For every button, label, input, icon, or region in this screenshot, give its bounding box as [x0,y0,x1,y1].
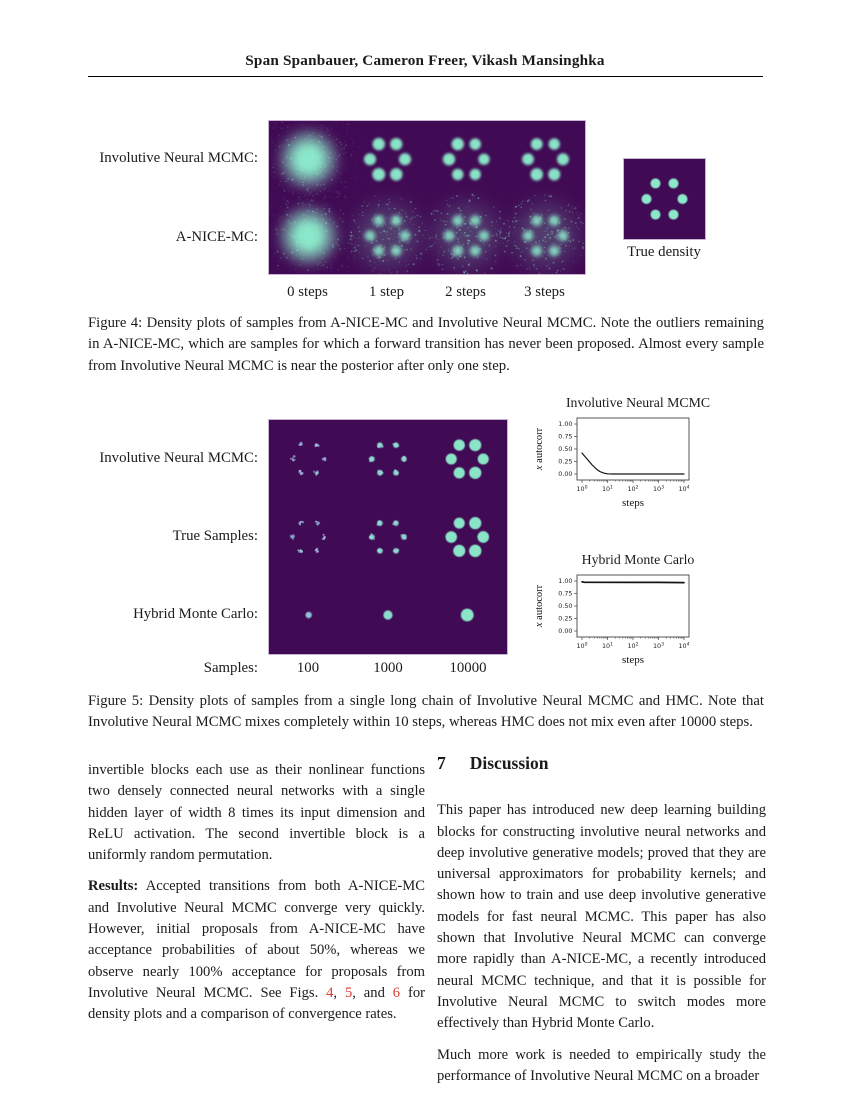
fig4-col-label-2: 2 steps [445,284,486,300]
svg-text:100: $10^0$ [576,642,588,650]
fig5-row-label-hmc: Hybrid Monte Carlo: [133,606,258,622]
svg-text:102: $10^2$ [627,485,639,493]
fig5-density-image [268,419,508,655]
density-cell [268,120,369,216]
body-left-para2 [88,876,425,1025]
fig5-col-label-100: 100 [296,660,320,676]
body-right-column [437,753,766,1097]
fig4-density-image [268,120,586,275]
svg-text:101: $10^1$ [601,642,614,650]
body-right-para2: Much more work is needed to empirically study the performance of Involutive Neural MCMC on a broader [437,1046,766,1084]
density-cell [428,194,509,275]
fig5-col-label-10000: 10000 [449,660,487,676]
body-right-para1: This paper has introduced new deep learning building blocks for constructing involutive neural networks and deep involutive generative models; proved that they are universal approximators for probability kernels; and shown how to train and use deep involutive generative models for fast neural MCMC. This paper has also shown that Involutive Neural MCMC can converge more rapidly than A-NICE-MC, a recently introduced neural MCMC technique, and that it is possible for Involutive Neural MCMC to switch modes more effectively than Hybrid Monte Carlo. [437,802,766,1032]
svg-text:0.25: 0.25 [558,614,573,623]
svg-text:100: $10^0$ [576,485,588,493]
figref-sep56: , and [352,984,393,1001]
density-cell [443,138,490,180]
section-heading-discussion [437,753,766,774]
density-cell [348,195,429,274]
fig4-row-label-anicemc: A-NICE-MC: [175,229,258,245]
body-left-para1: invertible blocks each use as their nonlinear functions two densely connected neural networks with a single hidden layer of width 8 times its input dimension and ReLU activation. The second invertible block is a uniformly random permutation. [88,762,425,864]
header-rule [88,76,763,77]
fig5-row-label-true-samples: True Samples: [172,528,258,544]
svg-text:101: $10^1$ [601,485,614,493]
figref-5[interactable]: 5 [344,984,353,1001]
density-cell [445,517,489,557]
acf-plot1-title: Involutive Neural MCMC [565,395,711,410]
svg-text:102: $10^2$ [627,642,639,650]
svg-text:0.50: 0.50 [558,602,573,611]
results-label: Results: [88,878,139,895]
svg-text:103: $10^3$ [652,642,665,650]
svg-text:0.50: 0.50 [558,445,573,454]
results-text-a: Accepted transitions from both A-NICE-MC and Involutive Neural MCMC converge very quickly. However, initial proposals from A-NICE-MC have acceptance probabilities of about 50%, whereas we observe nearly 100% acceptance for proposals from Involutive Neural MCMC. See Figs. [88,878,425,1001]
fig4-col-label-1: 1 step [369,284,404,300]
svg-text:103: $10^3$ [652,485,665,493]
svg-text:1.00: 1.00 [558,577,573,586]
svg-text:0.75: 0.75 [558,432,573,441]
fig5-samples-label: Samples: [203,660,258,676]
density-cell [383,610,392,619]
svg-text:steps: steps [622,654,644,666]
svg-text:steps: steps [622,497,644,509]
svg-text:104: $10^4$ [678,642,690,650]
fig4-col-label-0: 0 steps [287,284,328,300]
acf-plot1 [533,412,711,514]
fig4-caption: Figure 4: Density plots of samples from A-NICE-MC and Involutive Neural MCMC. Note the outliers remaining in A-NICE-MC, which are samples for which a forward transition has never been proposed. Almost every sample from Involutive Neural MCMC is near the posterior after only one step. [88,315,764,374]
density-cell [364,138,411,181]
svg-text:0.25: 0.25 [558,457,573,466]
svg-text:0.75: 0.75 [558,589,573,598]
results-text-b: for density plots and a comparison of convergence rates. [88,984,425,1023]
fig5-caption: Figure 5: Density plots of samples from a single long chain of Involutive Neural MCMC and HMC. Note that Involutive Neural MCMC mixes completely within 10 steps, whereas HMC does not mix even after 10000 steps. [88,693,764,731]
svg-text:x autocorr: x autocorr [534,584,545,628]
density-cell [305,612,311,618]
svg-text:1.00: 1.00 [558,420,573,429]
density-cell [642,178,688,219]
svg-text:104: $10^4$ [678,485,690,493]
svg-text:0.00: 0.00 [558,470,573,479]
density-cell [504,194,586,275]
section-number: 7 [437,753,446,773]
section-title: Discussion [469,753,549,773]
acf-plot2 [533,569,711,671]
acf-plot2-title: Hybrid Monte Carlo [581,552,695,567]
figref-6[interactable]: 6 [392,984,401,1001]
figref-4[interactable]: 4 [326,984,334,1001]
density-cell [369,520,407,553]
svg-text:0.00: 0.00 [558,627,573,636]
svg-text:x autocorr: x autocorr [534,427,545,471]
fig4-col-label-3: 3 steps [524,284,565,300]
fig5-col-label-1000: 1000 [373,660,403,676]
body-left-column [88,760,425,1036]
density-cell [461,609,474,622]
density-cell [290,521,326,554]
paper-authors: Span Spanbauer, Cameron Freer, Vikash Mansinghka [245,52,605,69]
fig5-row-label-inm: Involutive Neural MCMC: [99,450,258,466]
fig4-true-density-image [623,158,706,240]
fig4-true-density-label: True density [627,244,701,260]
density-cell [369,442,407,475]
fig4-row-label-inm: Involutive Neural MCMC: [99,150,258,166]
figref-sep45: , [333,984,345,1001]
density-cell [446,439,489,479]
density-cell [522,138,569,180]
density-cell [290,442,327,476]
